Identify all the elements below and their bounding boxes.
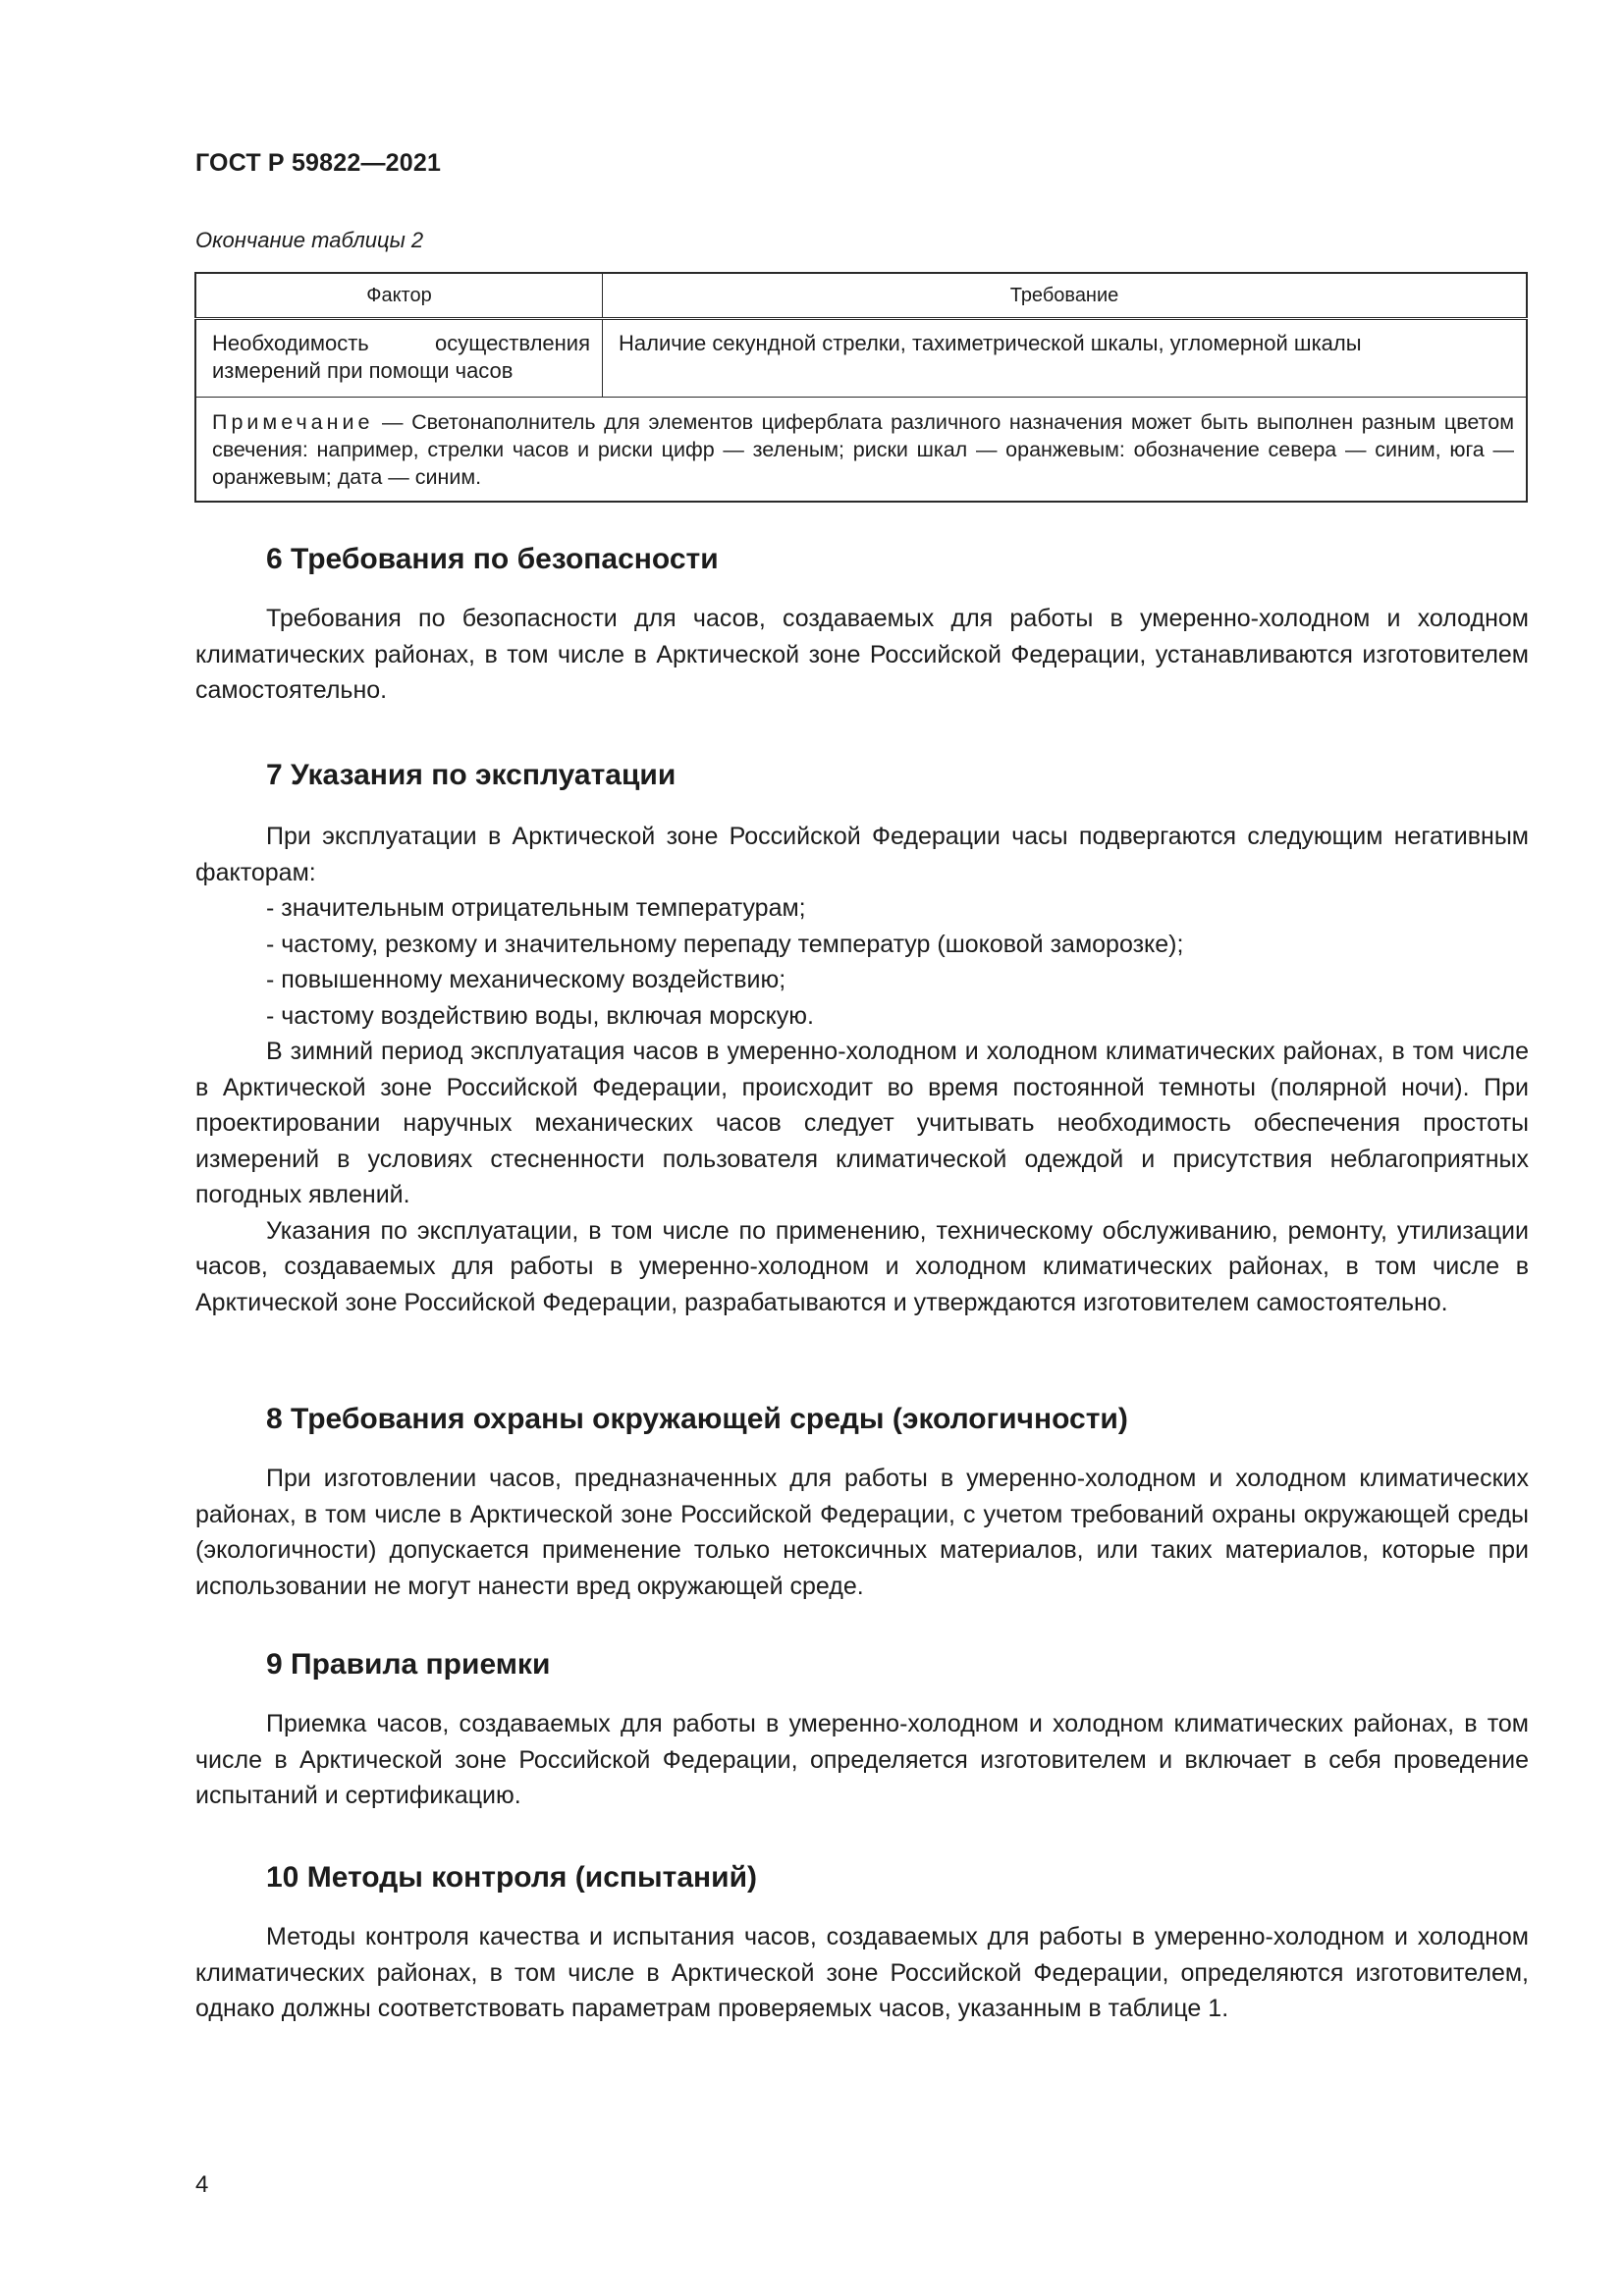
section-10-heading: 10 Методы контроля (испытаний)	[266, 1861, 757, 1894]
section-6-heading: 6 Требования по безопасности	[266, 543, 719, 575]
section-9-heading: 9 Правила приемки	[266, 1648, 551, 1681]
section-6-paragraph: Требования по безопасности для часов, создаваемых для работы в умеренно-холодном и холодном климатических районах, в том числе в Арктической зоне Российской Федерации, устанавливаются изготовителем самостоятельно.	[195, 605, 1529, 704]
table-note	[195, 398, 1527, 503]
document-id: ГОСТ Р 59822—2021	[195, 149, 442, 177]
table-header-row	[195, 273, 1527, 319]
note-label: Примечание	[212, 410, 374, 434]
list-item: - повышенному механическому воздействию;	[266, 966, 786, 993]
list-item: - частому воздействию воды, включая морскую.	[266, 1001, 814, 1030]
table-cell-requirement: Наличие секундной стрелки, тахиметрической шкалы, угломерной шкалы	[603, 319, 1528, 398]
section-7-paragraph-1: При эксплуатации в Арктической зоне Российской Федерации часы подвергаются следующим негативным факторам:	[195, 823, 1529, 886]
section-6	[195, 542, 1529, 709]
section-10	[195, 1860, 1529, 2027]
section-8-heading: 8 Требования охраны окружающей среды (экологичности)	[266, 1403, 1128, 1435]
page-number: 4	[195, 2171, 209, 2198]
section-7-heading: 7 Указания по эксплуатации	[266, 759, 677, 791]
column-header-requirement: Требование	[603, 273, 1528, 319]
section-7-paragraph-2: В зимний период эксплуатация часов в умеренно-холодном и холодном климатических районах, в том числе в Арктической зоне Российской Федерации, происходит во время постоянной темноты (полярной ночи). При проектировании наручных механических часов следует учитывать необходимость обеспечения простоты измерений в условиях стесненности пользователя климатической одеждой и присутствия неблагоприятных погодных явлений.	[195, 1038, 1529, 1208]
table-cell-factor: Необходимость осуществления измерений при помощи часов	[195, 319, 603, 398]
section-8-paragraph: При изготовлении часов, предназначенных для работы в умеренно-холодном и холодном климатических районах, в том числе в Арктической зоне Российской Федерации, с учетом требований охраны окружающей среды (экологичности) допускается применение только нетоксичных материалов, или таких материалов, которые при использовании не могут нанести вред окружающей среде.	[195, 1465, 1529, 1600]
table-caption: Окончание таблицы 2	[195, 228, 424, 252]
section-8	[195, 1402, 1529, 1604]
note-text: — Светонаполнитель для элементов циферблата различного назначения может быть выполнен разным цветом свечения: например, стрелки часов и риски цифр — зеленым; риски шкал — оранжевым: обозначение севера — синим, юга — оранжевым; дата — синим.	[212, 410, 1514, 489]
section-10-paragraph: Методы контроля качества и испытания часов, создаваемых для работы в умеренно-холодном и холодном климатических районах, в том числе в Арктической зоне Российской Федерации, определяются изготовителем, однако должны соответствовать параметрам проверяемых часов, указанным в таблице 1.	[195, 1923, 1529, 2022]
section-7-paragraph-3: Указания по эксплуатации, в том числе по применению, техническому обслуживанию, ремонту, утилизации часов, создаваемых для работы в умеренно-холодном и холодном климатических районах, в том числе в Арктической зоне Российской Федерации, разрабатываются и утверждаются изготовителем самостоятельно.	[195, 1216, 1529, 1316]
section-9	[195, 1647, 1529, 1814]
column-header-factor: Фактор	[195, 273, 603, 319]
table-row	[195, 319, 1527, 398]
table-note-row	[195, 398, 1527, 503]
list-item: - значительным отрицательным температурам;	[266, 894, 806, 922]
section-7	[195, 758, 1529, 1320]
list-item: - частому, резкому и значительному перепаду температур (шоковой заморозке);	[266, 930, 1184, 958]
section-9-paragraph: Приемка часов, создаваемых для работы в умеренно-холодном и холодном климатических районах, в том числе в Арктической зоне Российской Федерации, определяется изготовителем и включает в себя проведение испытаний и сертификацию.	[195, 1710, 1529, 1809]
requirements-table	[194, 272, 1528, 503]
